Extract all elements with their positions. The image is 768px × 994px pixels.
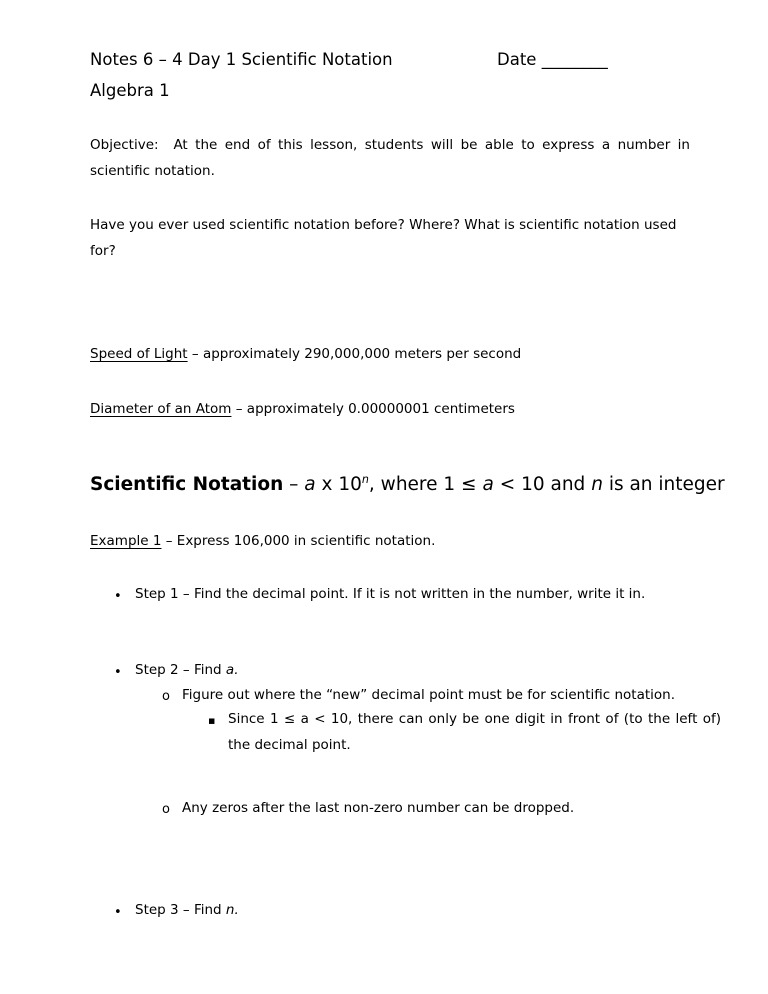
definition-dash: – — [289, 474, 299, 495]
step-2-label: Step 2 – Find — [135, 662, 222, 678]
square-bullet-icon: ▪ — [208, 714, 216, 727]
circle-bullet-icon: o — [162, 802, 170, 817]
definition-var-a2: a — [482, 474, 494, 495]
date-blank: ________ — [541, 50, 608, 69]
example-1 — [90, 528, 435, 554]
date-label: Date — [497, 50, 537, 69]
step-3 — [135, 897, 239, 923]
definition-var-a: a — [304, 474, 316, 495]
example-label: Example 1 — [90, 533, 162, 549]
fact-term: Speed of Light — [90, 346, 188, 362]
definition-leq: ≤ — [461, 474, 477, 495]
definition-tail: is an integer — [608, 474, 725, 495]
definition-var-n: n — [591, 474, 603, 495]
fact-term: Diameter of an Atom — [90, 401, 232, 417]
bullet-icon: • — [114, 665, 122, 680]
objective-text: At the end of this lesson, students will be able to express a number in scientific notation. — [90, 137, 690, 180]
fact-diameter-of-atom — [90, 396, 515, 422]
fact-speed-of-light — [90, 341, 521, 367]
step-2-sub-sub-1: Since 1 ≤ a < 10, there can only be one digit in front of (to the left of) the decimal point. — [228, 711, 721, 754]
definition-term: Scientific Notation — [90, 474, 284, 495]
step-2-sub-2: Any zeros after the last non-zero number can be dropped. — [182, 800, 575, 816]
bullet-icon: • — [114, 589, 122, 604]
subject-label: Algebra 1 — [90, 81, 170, 100]
step-2-var: a. — [225, 662, 239, 678]
step-3-label: Step 3 – Find — [135, 902, 222, 918]
circle-bullet-icon: o — [162, 689, 170, 704]
bullet-icon: • — [114, 905, 122, 920]
definition-where: , where 1 — [368, 474, 456, 495]
fact-text: – approximately 0.00000001 centimeters — [235, 401, 515, 417]
step-1: Step 1 – Find the decimal point. If it is not written in the number, write it in. — [135, 586, 646, 602]
scientific-notation-definition — [90, 474, 725, 495]
fact-text: – approximately 290,000,000 meters per second — [191, 346, 522, 362]
definition-times-ten: x 10 — [321, 474, 362, 495]
definition-exponent-n: n — [361, 472, 369, 486]
step-2-sub-1: Figure out where the “new” decimal point must be for scientific notation. — [182, 687, 675, 703]
objective-label: Objective: — [90, 137, 159, 153]
definition-lt-10: < 10 and — [499, 474, 586, 495]
date-field — [497, 50, 608, 69]
worksheet-title: Notes 6 – 4 Day 1 Scientific Notation — [90, 50, 393, 69]
example-text: – Express 106,000 in scientific notation. — [165, 533, 436, 549]
discussion-question: Have you ever used scientific notation before? Where? What is scientific notation used for? — [90, 217, 677, 260]
step-2 — [135, 657, 239, 683]
objective — [90, 132, 690, 185]
step-3-var: n. — [225, 902, 239, 918]
